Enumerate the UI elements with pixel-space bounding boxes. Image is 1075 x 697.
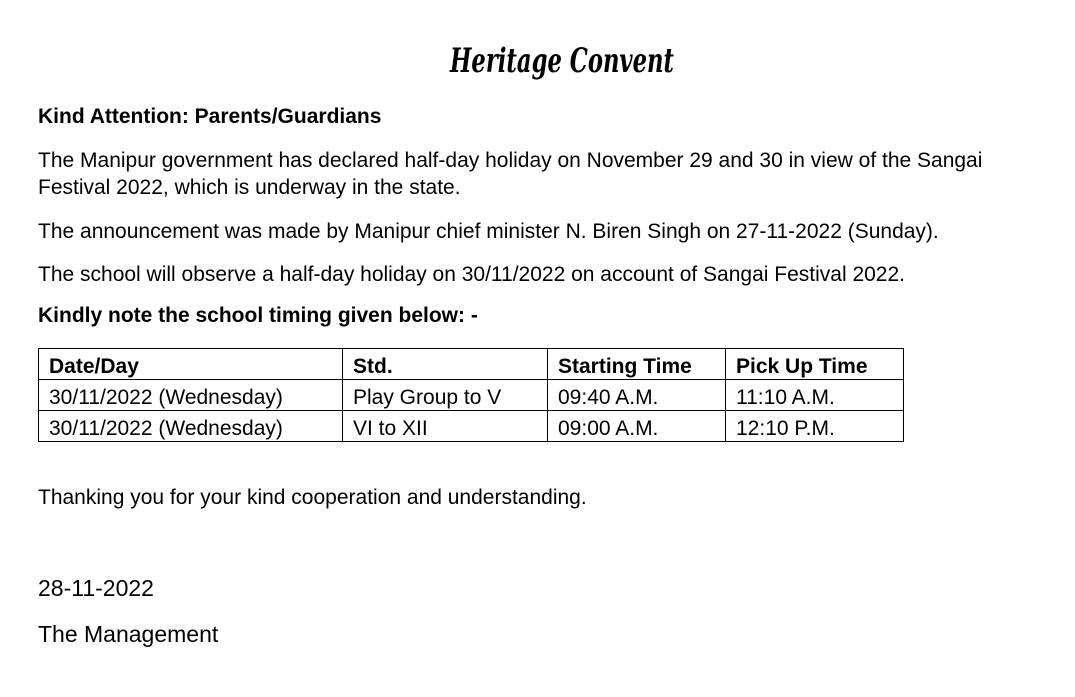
column-header-starting-time: Starting Time xyxy=(548,349,726,380)
table-header-row xyxy=(39,349,904,380)
cell-starting-time: 09:00 A.M. xyxy=(548,411,726,442)
column-header-date: Date/Day xyxy=(39,349,343,380)
cell-date: 30/11/2022 (Wednesday) xyxy=(39,411,343,442)
cell-date: 30/11/2022 (Wednesday) xyxy=(39,380,343,411)
attention-heading: Kind Attention: Parents/Guardians xyxy=(38,105,382,128)
paragraph-announcement: The announcement was made by Manipur chief minister N. Biren Singh on 27-11-2022 (Sunday). xyxy=(38,220,939,243)
cell-pick-up-time: 12:10 P.M. xyxy=(726,411,904,442)
table-row xyxy=(39,411,904,442)
cell-std: VI to XII xyxy=(343,411,548,442)
paragraph-holiday: The school will observe a half-day holiday on 30/11/2022 on account of Sangai Festival 2022. xyxy=(38,263,905,286)
timing-heading: Kindly note the school timing given below: - xyxy=(38,304,478,327)
paragraph-declaration: The Manipur government has declared half-day holiday on November 29 and 30 in view of the Sangai Festival 2022, which is underway in the state. xyxy=(38,149,983,199)
school-logo-text: Heritage Convent xyxy=(449,41,675,81)
school-timing-table xyxy=(38,348,904,442)
thanks-note: Thanking you for your kind cooperation and understanding. xyxy=(38,486,587,509)
column-header-std: Std. xyxy=(343,349,548,380)
signature: The Management xyxy=(38,621,219,647)
cell-starting-time: 09:40 A.M. xyxy=(548,380,726,411)
school-logo xyxy=(448,34,676,84)
cell-std: Play Group to V xyxy=(343,380,548,411)
cell-pick-up-time: 11:10 A.M. xyxy=(726,380,904,411)
notice-date: 28-11-2022 xyxy=(38,575,154,601)
column-header-pick-up-time: Pick Up Time xyxy=(726,349,904,380)
table-row xyxy=(39,380,904,411)
